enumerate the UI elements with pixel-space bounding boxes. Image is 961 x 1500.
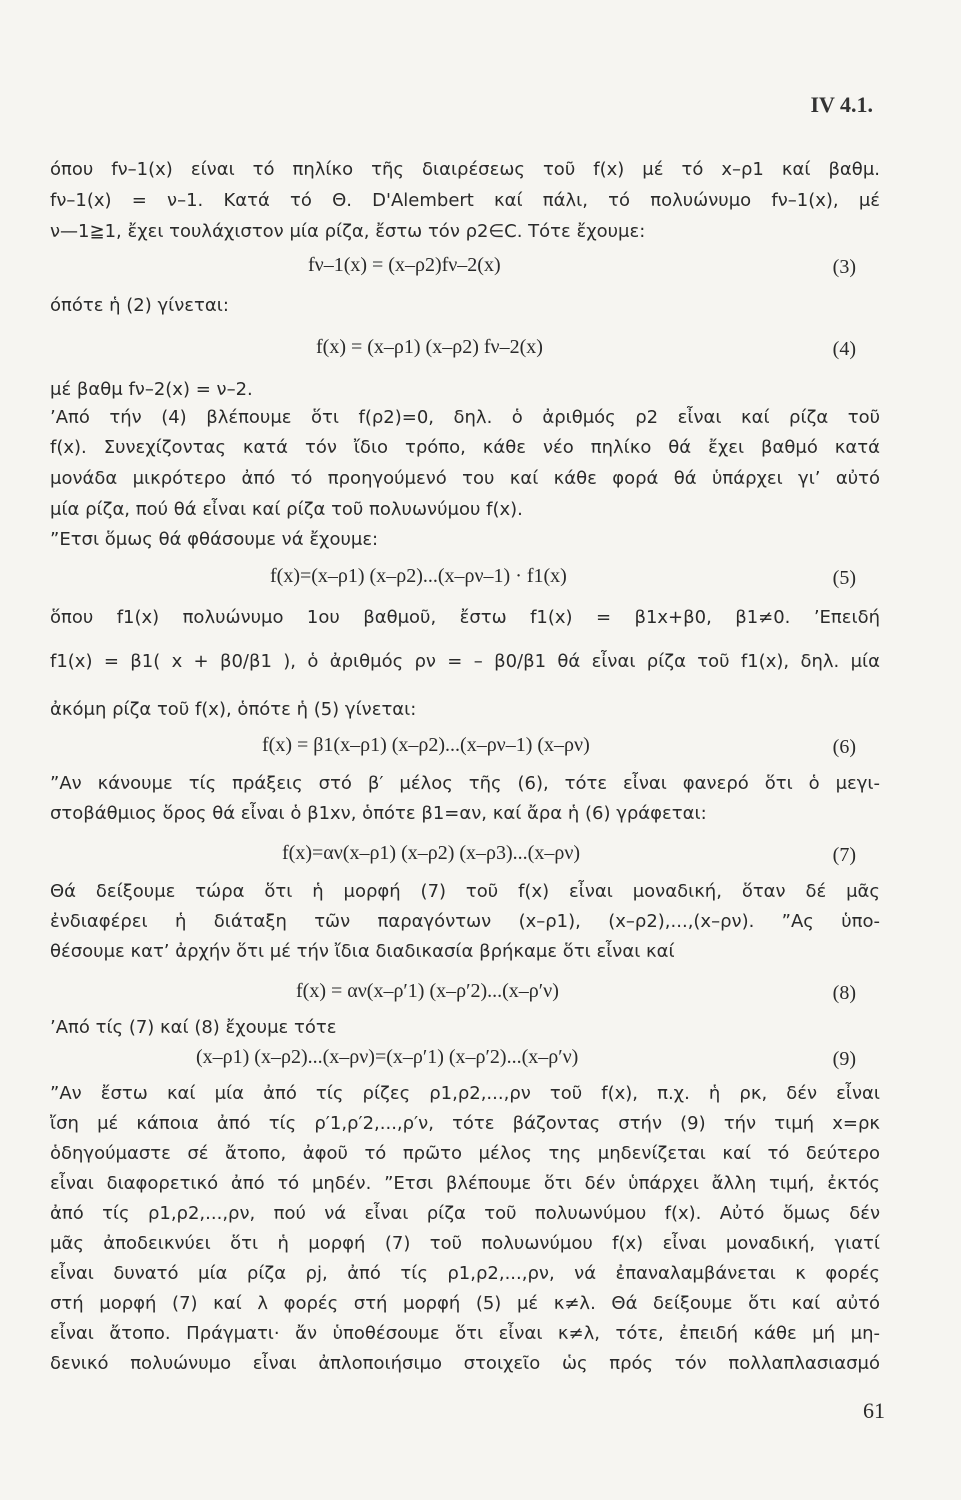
equation-5: f(x)=(x–ρ1) (x–ρ2)...(x–ρν–1) · f1(x) xyxy=(270,565,567,587)
text-line: μέ βαθμ fν–2(x) = ν–2. xyxy=(50,379,253,400)
equation-7: f(x)=αν(x–ρ1) (x–ρ2) (x–ρ3)...(x–ρν) xyxy=(282,842,581,864)
text-line: στή μορφή (7) καί λ φορές στή μορφή (5) μέ κ≠λ. Θά δείξουμε ὅτι καί αὐτό xyxy=(50,1293,880,1314)
text-line: ὁδηγούμαστε σέ ἄτοπο, ἀφοῦ τό πρῶτο μέλος της μηδενίζεται καί τό δεύτερο xyxy=(50,1143,880,1164)
equation-number: (8) xyxy=(832,982,856,1004)
text-line: εἶναι ἄτοπο. Πράγματι· ἄν ὑποθέσουμε ὅτι εἶναι κ≠λ, τότε, ἐπειδή κάθε μή μη- xyxy=(50,1323,880,1344)
text-line: ’Από τίς (7) καί (8) ἔχουμε τότε xyxy=(50,1017,337,1038)
text-line: f1(x) = β1( x + β0/β1 ), ὁ ἀριθμός ρν = – β0/β1 θά εἶναι ρίζα τοῦ f1(x), δηλ. μία xyxy=(50,651,880,672)
text-line: στοβάθμιος ὅρος θά εἶναι ὁ β1xν, ὁπότε β1=αν, καί ἄρα ἡ (6) γράφεται: xyxy=(50,803,707,824)
equation-number: (9) xyxy=(832,1048,856,1070)
equation-9: (x–ρ1) (x–ρ2)...(x–ρν)=(x–ρ′1) (x–ρ′2)...(x–ρ′ν) xyxy=(196,1046,579,1068)
text-line: Θά δείξουμε τώρα ὅτι ἡ μορφή (7) τοῦ f(x) εἶναι μοναδική, ὅταν δέ μᾶς xyxy=(50,881,880,902)
equation-8: f(x) = αν(x–ρ′1) (x–ρ′2)...(x–ρ′ν) xyxy=(296,980,559,1002)
text-line: δενικό πολυώνυμο εἶναι ἀπλοποιήσιμο στοιχεῖο ὡς πρός τόν πολλαπλασιασμό xyxy=(50,1353,880,1374)
text-line: μία ρίζα, πού θά εἶναι καί ρίζα τοῦ πολυωνύμου f(x). xyxy=(50,499,523,520)
section-header: IV 4.1. xyxy=(810,92,873,117)
equation-4: f(x) = (x–ρ1) (x–ρ2) fν–2(x) xyxy=(316,336,543,358)
equation-number: (4) xyxy=(832,338,856,360)
text-line: ν—1≧1, ἔχει τουλάχιστον μία ρίζα, ἔστω τόν ρ2∈C. Τότε ἔχουμε: xyxy=(50,221,646,242)
equation-number: (6) xyxy=(832,736,856,758)
text-line: μᾶς ἀποδεικνύει ὅτι ἡ μορφή (7) τοῦ πολυωνύμου f(x) εἶναι μοναδική, γιατί xyxy=(50,1233,880,1254)
equation-number: (7) xyxy=(832,844,856,866)
text-line: εἶναι διαφορετικό ἀπό τό μηδέν. ”Ετσι βλέπουμε ὅτι δέν ὑπάρχει ἄλλη τιμή, ἐκτός xyxy=(50,1173,880,1194)
text-line: f(x). Συνεχίζοντας κατά τόν ἴδιο τρόπο, κάθε νέο πηλίκο θά ἔχει βαθμό κατά xyxy=(50,437,880,458)
page-number: 61 xyxy=(863,1398,885,1423)
text-line: ”Αν κάνουμε τίς πράξεις στό β′ μέλος τῆς (6), τότε εἶναι φανερό ὅτι ὁ μεγι- xyxy=(50,773,880,794)
text-line: όπου fν–1(x) είναι τό πηλίκο τῆς διαιρέσεως τοῦ f(x) μέ τό x–ρ1 καί βαθμ. xyxy=(50,159,880,180)
text-line: εἶναι δυνατό μία ρίζα ρj, ἀπό τίς ρ1,ρ2,...,ρν, νά ἐπαναλαμβάνεται κ φορές xyxy=(50,1263,880,1284)
text-line: θέσουμε κατ’ ἀρχήν ὅτι μέ τήν ἴδια διαδικασία βρήκαμε ὅτι εἶναι καί xyxy=(50,941,675,962)
equation-3: fν–1(x) = (x–ρ2)fν–2(x) xyxy=(308,254,501,276)
text-line: ἀπό τίς ρ1,ρ2,...,ρν, πού νά εἶναι ρίζα τοῦ πολυωνύμου f(x). Αὐτό ὅμως δέν xyxy=(50,1203,880,1224)
text-line: μονάδα μικρότερο ἀπό τό προηγούμενό του καί κάθε φορά θά ὑπάρχει γι’ αὐτό xyxy=(50,468,880,489)
text-line: ”Ετσι ὅμως θά φθάσουμε νά ἔχουμε: xyxy=(50,529,379,550)
text-line: ἀκόμη ρίζα τοῦ f(x), ὁπότε ἡ (5) γίνεται: xyxy=(50,699,417,720)
equation-number: (5) xyxy=(832,567,856,589)
text-line: ’Από τήν (4) βλέπουμε ὅτι f(ρ2)=0, δηλ. ὁ ἀριθμός ρ2 εἶναι καί ρίζα τοῦ xyxy=(50,407,880,428)
text-line: fν–1(x) = ν–1. Κατά τό Θ. D'Alembert καί πάλι, τό πολυώνυμο fν–1(x), μέ xyxy=(50,190,880,211)
text-line: ὅπου f1(x) πολυώνυμο 1ου βαθμοῦ, ἔστω f1(x) = β1x+β0, β1≠0. ’Επειδή xyxy=(50,607,880,628)
text-line: ἴση μέ κάποια ἀπό τίς ρ′1,ρ′2,...,ρ′ν, τότε βάζοντας στήν (9) τήν τιμή x=ρκ xyxy=(50,1113,880,1134)
equation-6: f(x) = β1(x–ρ1) (x–ρ2)...(x–ρν–1) (x–ρν) xyxy=(262,734,590,756)
text-line: όπότε ἡ (2) γίνεται: xyxy=(50,295,229,316)
equation-number: (3) xyxy=(832,256,856,278)
text-line: ἐνδιαφέρει ἡ διάταξη τῶν παραγόντων (x–ρ1), (x–ρ2),...,(x–ρν). ”Ας ὑπο- xyxy=(50,911,880,932)
text-line: ”Αν ἔστω καί μία ἀπό τίς ρίζες ρ1,ρ2,...,ρν τοῦ f(x), π.χ. ἡ ρκ, δέν εἶναι xyxy=(50,1083,880,1104)
